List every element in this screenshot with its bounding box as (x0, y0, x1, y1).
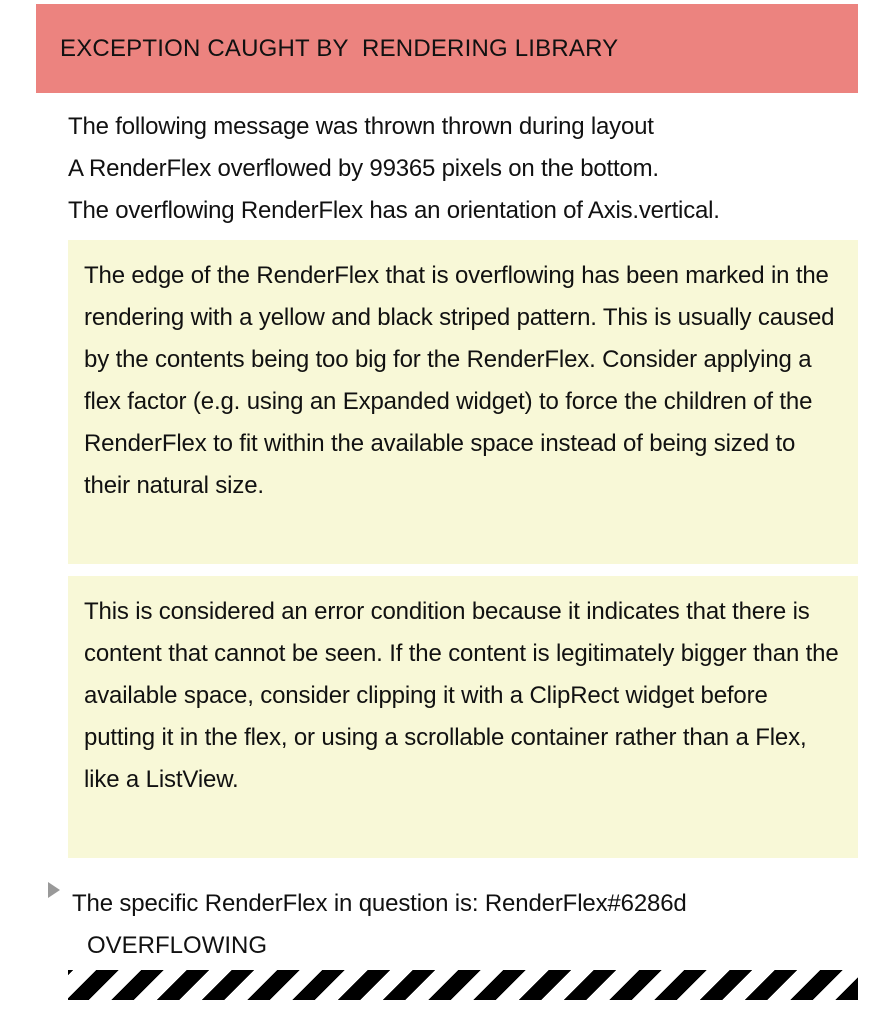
exception-header (36, 4, 858, 93)
specific-renderflex-label: The specific RenderFlex in question is: RenderFlex#6286d (72, 890, 687, 917)
hint-box-error-condition (68, 576, 858, 858)
hint-text: The edge of the RenderFlex that is overflowing has been marked in the rendering with a yellow and black striped pattern. This is usually caused by the contents being too big for the RenderFlex. Consider applying a flex factor (e.g. using an Expanded widget) to force the children of the RenderFlex to fit within the available space instead of being sized to their natural size. (84, 262, 835, 499)
summary-line-message: The following message was thrown thrown during layout (68, 113, 654, 140)
exception-title: EXCEPTION CAUGHT BY RENDERING LIBRARY (60, 35, 619, 62)
summary-line-overflow: A RenderFlex overflowed by 99365 pixels on the bottom. (68, 155, 659, 182)
disclosure-triangle-icon[interactable] (48, 882, 60, 898)
overflow-stripe-pattern (68, 970, 858, 1000)
overflowing-status: OVERFLOWING (87, 932, 268, 959)
hint-box-striped-pattern (68, 240, 858, 564)
hint-text: This is considered an error condition because it indicates that there is content that cannot be seen. If the content is legitimately bigger than the available space, consider clipping it with a ClipRect widget before putting it in the flex, or using a scrollable container rather than a Flex, like a ListView. (84, 598, 839, 793)
error-summary (68, 106, 868, 232)
summary-line-orientation: The overflowing RenderFlex has an orientation of Axis.vertical. (68, 197, 720, 224)
